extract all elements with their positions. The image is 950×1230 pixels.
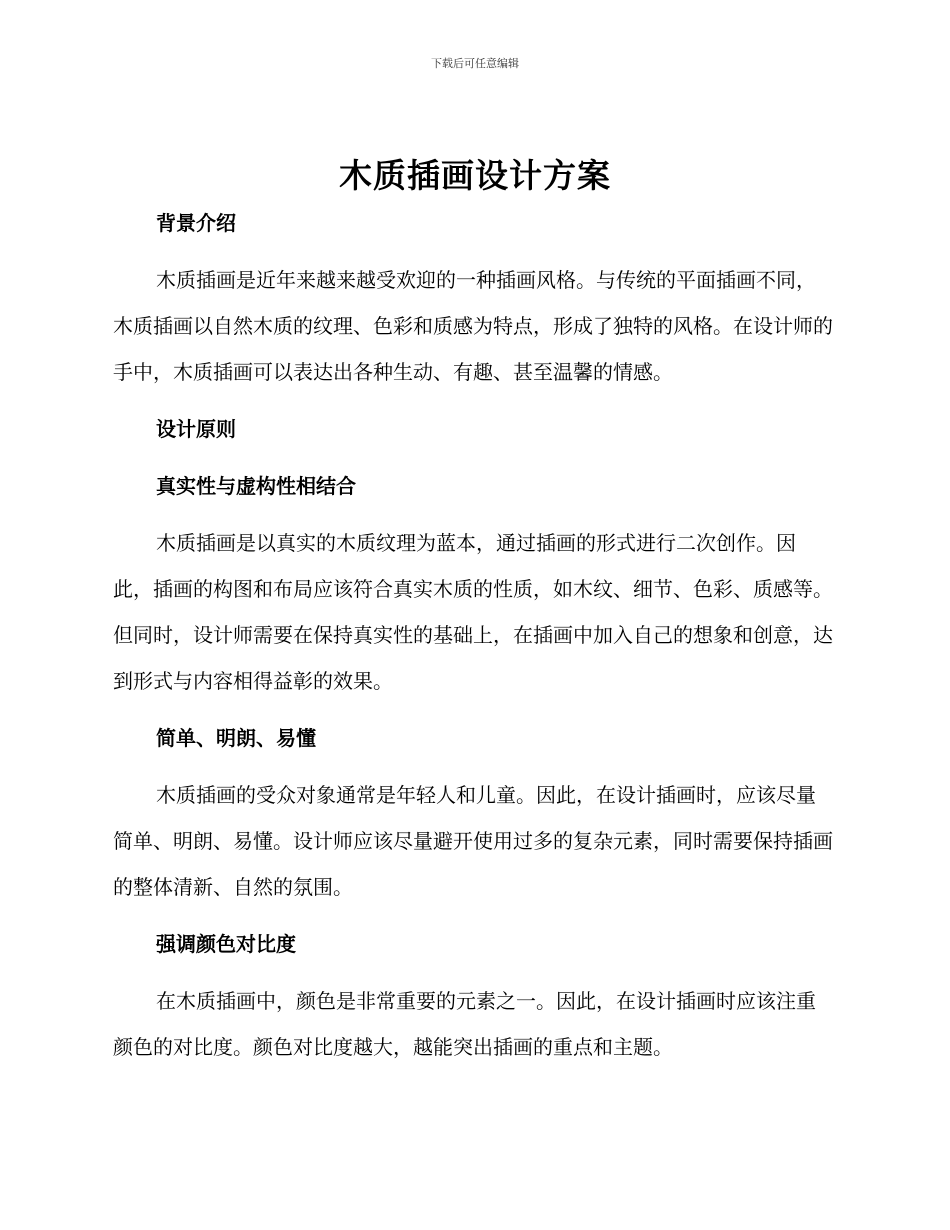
document-body — [113, 200, 833, 1070]
section-heading-realism-fiction: 真实性与虚构性相结合 — [156, 474, 356, 498]
section-paragraph-color-contrast: 在木质插画中，颜色是非常重要的元素之一。因此，在设计插画时应该注重颜色的对比度。颜色对比度越大，越能突出插画的重点和主题。 — [113, 989, 816, 1059]
section-paragraph-realism-fiction: 木质插画是以真实的木质纹理为蓝本，通过插画的形式进行二次创作。因此，插画的构图和布局应该符合真实木质的性质，如木纹、细节、色彩、质感等。但同时，设计师需要在保持真实性的基础上，在插画中加入自己的想象和创意，达到形式与内容相得益彰的效果。 — [113, 531, 833, 693]
section-paragraph-background: 木质插画是近年来越来越受欢迎的一种插画风格。与传统的平面插画不同，木质插画以自然木质的纹理、色彩和质感为特点，形成了独特的风格。在设计师的手中，木质插画可以表达出各种生动、有趣、甚至温馨的情感。 — [113, 268, 833, 384]
section-heading-design-principles: 设计原则 — [156, 417, 236, 441]
section-heading-background: 背景介绍 — [156, 211, 236, 235]
section-heading-color-contrast: 强调颜色对比度 — [156, 932, 296, 956]
section-paragraph-simple-clear: 木质插画的受众对象通常是年轻人和儿童。因此，在设计插画时，应该尽量简单、明朗、易懂。设计师应该尽量避开使用过多的复杂元素，同时需要保持插画的整体清新、自然的氛围。 — [113, 783, 833, 899]
section-heading-simple-clear: 简单、明朗、易懂 — [156, 726, 316, 750]
header-note: 下载后可任意编辑 — [431, 57, 519, 70]
document-title: 木质插画设计方案 — [339, 156, 611, 195]
